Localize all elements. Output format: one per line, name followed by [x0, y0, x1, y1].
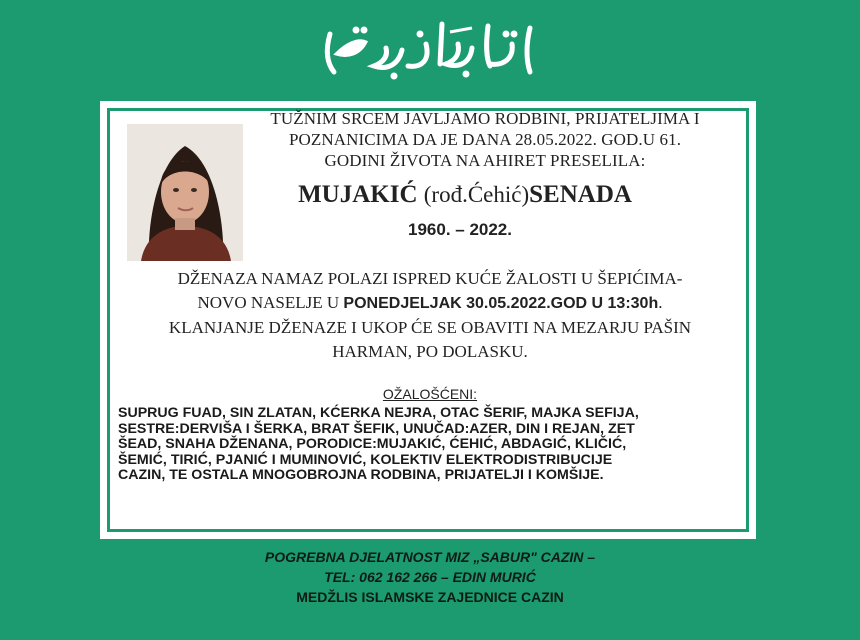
given-name: SENADA [529, 181, 632, 208]
mourners-heading: OŽALOŠĆENI: [382, 386, 478, 402]
intro-text [250, 108, 720, 171]
mourners-list [118, 406, 746, 484]
service-line: DŽENAZA NAMAZ POLAZI ISPRED KUĆE ŽALOSTI U ŠEPIĆIMA- [177, 269, 683, 288]
funeral-details [110, 267, 750, 364]
footer-council: MEDŽLIS ISLAMSKE ZAJEDNICE CAZIN [296, 589, 564, 605]
mourners-line: ŠEMIĆ, TIRIĆ, PJANIĆ I MUMINOVIĆ, KOLEKTIV ELEKTRODISTRIBUCIJE [118, 451, 613, 468]
service-line: KLANJANJE DŽENAZE I UKOP ĆE SE OBAVITI NA MEZARJU PAŠIN [168, 318, 692, 337]
footer-company: POGREBNA DJELATNOST MIZ „SABUR" CAZIN – [264, 549, 596, 565]
service-line: HARMAN, PO DOLASKU. [332, 342, 528, 361]
intro-line: POZNANICIMA DA JE DANA 28.05.2022. GOD.U 61. [288, 130, 682, 149]
intro-line: GODINI ŽIVOTA NA AHIRET PRESELILA: [324, 151, 646, 170]
maiden-name: (rođ.Ćehić) [423, 182, 530, 207]
mourners-line: SESTRE:DERVIŠA I ŠERKA, BRAT ŠEFIK, UNUČAD:AZER, DIN I REJAN, ZET [118, 420, 635, 437]
intro-line: TUŽNIM SRCEM JAVLJAMO RODBINI, PRIJATELJIMA I [270, 109, 700, 128]
footer-phone: TEL: 062 162 266 – EDIN MURIĆ [324, 569, 536, 585]
deceased-photo [127, 124, 243, 261]
deceased-name [250, 181, 680, 209]
service-text: . [658, 293, 663, 312]
service-datetime: PONEDJELJAK 30.05.2022.GOD U 13:30h [343, 295, 659, 312]
service-text: NOVO NASELJE U [197, 293, 344, 312]
service-line [110, 291, 750, 316]
mourners-line: ŠEAD, SNAHA DŽENANA, PORODICE:MUJAKIĆ, ĆEHIĆ, ABDAGIĆ, KLIČIĆ, [118, 436, 627, 452]
arabic-calligraphy-icon [300, 14, 560, 88]
surname: MUJAKIĆ [298, 181, 418, 208]
funeral-service-footer [0, 547, 860, 607]
mourners-line: CAZIN, TE OSTALA MNOGOBROJNA RODBINA, PRIJATELJI I KOMŠIJE. [118, 467, 604, 483]
mourners-line: SUPRUG FUAD, SIN ZLATAN, KĆERKA NEJRA, OTAC ŠERIF, MAJKA SEFIJA, [118, 405, 639, 421]
life-years: 1960. – 2022. [408, 220, 512, 239]
